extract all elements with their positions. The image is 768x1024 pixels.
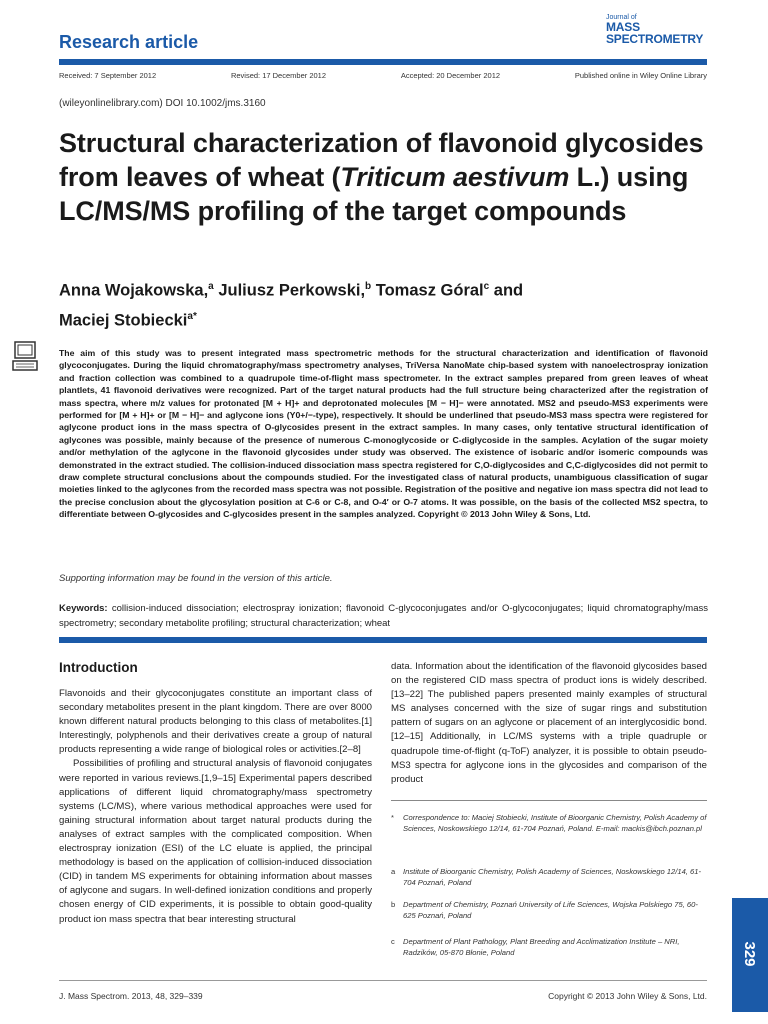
author-affiliation: a xyxy=(208,281,214,292)
published-online: Published online in Wiley Online Library xyxy=(574,71,707,80)
article-dates xyxy=(59,71,707,80)
footer-rule xyxy=(59,980,707,981)
affiliation-a-footnote xyxy=(391,866,707,888)
journal-logo-small: Journal of xyxy=(606,14,637,21)
right-column xyxy=(391,660,707,787)
footnote-rule xyxy=(391,800,707,801)
supporting-info-note: Supporting information may be found in the version of this article. xyxy=(59,573,333,584)
footnote-text: Correspondence to: Maciej Stobiecki, Institute of Bioorganic Chemistry, Polish Academy of Sciences, Noskowskiego 12/14, 61-704 Poznań, Poland. E-mail: mackis@ibch.poznan.pl xyxy=(403,813,707,833)
author-affiliation: a* xyxy=(187,310,197,322)
footnote-mark: b xyxy=(391,900,396,909)
intro-paragraph-3: data. Information about the identification of the flavonoid glycosides based on the registered CID mass spectra of product ions is widely described.[13–22] The published papers presented mainly examples of structural MS analyses concerned with the size of sugar rings and substitution pattern of sugars on an aglycone or placement of an interglycosidic bond.[12–15] Additionally, in LC/MS systems with a triple quadruple or quadrupole time-of-flight (q-ToF) analyzer, it is possible to obtain pseudo-MS3 spectra for aglycone ions in the glycosides and comparison of the product xyxy=(391,661,707,785)
footer-copyright: Copyright © 2013 John Wiley & Sons, Ltd. xyxy=(548,991,707,1001)
title-part-1: Structural characterization of flavonoid glycosides from leaves of wheat ( xyxy=(59,128,704,192)
page-number: 329 xyxy=(741,941,759,967)
author-affiliation: c xyxy=(483,281,490,292)
author-name: Maciej Stobiecki xyxy=(59,311,188,329)
author-name: Juliusz Perkowski, xyxy=(218,281,366,300)
journal-logo-line1: MASS xyxy=(606,20,640,34)
title-part-2: L.) using LC/MS/MS profiling of the target compounds xyxy=(59,162,689,226)
abstract-text: The aim of this study was to present integrated mass spectrometric methods for the structural characterization and identification of flavonoid glycoconjugates. During the liquid chromatography/mass spectrometry analyses, TriVersa NanoMate chip-based system with nanoelectrospray ionization and fraction collection was combined to a quadrupole time-of-flight mass spectrometer. In the extract samples prepared from green leaves of wheat plantlets, 41 flavonoid derivatives were recognized. Part of the target natural products had the full structure being characterized after the registration of mass spectra, where m/z values for protonated [M + H]+ and deprotonated molecules [M − H]− were annotated. MS2 and pseudo-MS3 experiments were performed for [M + H]+ or [M − H]− and aglycone ions (Y0+/−-type), respectively. It should be underlined that pseudo-MS3 mass spectra were registered for aglycone product ions in the mass spectra of O-glycosides present in the extract samples. In many cases, only tentative structural identification of aglycones was possible, mainly because of the presence of numerous C-monoglycoside or C-diglycoside in the samples. Acylation of the sugar moiety and/or methylation of the aglycone in the flavonoid glycosides under study was observed. The existence of isobaric and/or isomeric compounds was demonstrated in the extract studied. The collision-induced dissociation mass spectra registered for C,O-diglycosides and C,C-diglycosides did not permit to draw complete structural conclusions about the compounds studied. For the investigated class of natural products, unambiguous classification of sugar moieties linked to the aglycones from the recorded mass spectra was not possible. Registration of the positive and negative ion mass spectra did not lead to the precise conclusion about the glycosylation position at C-6 or C-8, and O-4′ or O-7 atoms. It was possible, on the basis of the collected MS2 spectra, to differentiate between O-glycosides and C-glycosides present in the samples analyzed. Copyright © 2013 John Wiley & Sons, Ltd. xyxy=(59,348,708,520)
author-name: Tomasz Góral xyxy=(375,281,484,300)
footnote-text: Department of Plant Pathology, Plant Breeding and Acclimatization Institute – NRI, Radzików, 05-870 Błonie, Poland xyxy=(403,937,680,957)
affiliation-c-footnote xyxy=(391,936,707,958)
header-rule xyxy=(59,59,707,65)
received-date: Received: 7 September 2012 xyxy=(59,71,157,80)
footnote-mark: a xyxy=(391,867,396,876)
footnote-mark: * xyxy=(391,813,394,822)
footnote-text: Institute of Bioorganic Chemistry, Polish Academy of Sciences, Noskowskiego 12/14, 61-704 Poznań, Poland xyxy=(403,867,701,887)
author-name: Anna Wojakowska, xyxy=(59,281,209,300)
correspondence-footnote xyxy=(391,812,707,834)
doi: (wileyonlinelibrary.com) DOI 10.1002/jms.3160 xyxy=(59,98,266,109)
author-list xyxy=(59,274,709,333)
footnote-mark: c xyxy=(391,937,395,946)
introduction-heading: Introduction xyxy=(59,660,138,675)
computer-icon xyxy=(12,340,38,374)
keywords xyxy=(59,601,708,631)
affiliation-b-footnote xyxy=(391,899,707,921)
intro-paragraph-1: Flavonoids and their glycoconjugates constitute an important class of secondary metabolites present in the plant kingdom. There are over 8000 known different natural products belonging to this class of metabolites.[1] Interestingly, polyphenols and their derivatives create a group of natural products representing a wide range of biological roles or activities.[2–8] xyxy=(59,688,372,756)
journal-logo xyxy=(606,14,716,45)
left-column xyxy=(59,687,372,927)
intro-paragraph-2: Possibilities of profiling and structural analysis of flavonoid conjugates were reported in various reviews.[1,9–15] Experimental papers described applications of different liquid chromatography/mass spectrometry systems (LC/MS), where various methodical approaches were used for gaining structural information about target natural products during the analyses of extract samples with the complicated composition. When electrospray ionization (ESI) of the LC eluate is applied, the principal methodology is based on the application of collision-induced dissociation (CID) in tandem MS experiments for obtaining information about masses of aglycone and sugars. In well-defined ionization conditions and properly chosen energy of CID experiments, it is possible to obtain good-quality product ion mass spectra that bear interesting structural xyxy=(59,758,372,925)
author-affiliation: b xyxy=(365,281,372,292)
journal-logo-line2: SPECTROMETRY xyxy=(606,32,704,46)
accepted-date: Accepted: 20 December 2012 xyxy=(400,71,501,80)
keywords-list: collision-induced dissociation; electrospray ionization; flavonoid C-glycoconjugates and/or O-glycoconjugates; liquid chromatography/mass spectrometry; secondary metabolite profiling; structural characterization; wheat xyxy=(59,603,708,629)
article-title xyxy=(59,126,709,228)
section-label: Research article xyxy=(59,32,199,52)
author-and: and xyxy=(493,281,524,300)
footnote-text: Department of Chemistry, Poznań University of Life Sciences, Wojska Polskiego 75, 60-625 Poznań, Poland xyxy=(403,900,698,920)
revised-date: Revised: 17 December 2012 xyxy=(230,71,327,80)
section-rule xyxy=(59,637,707,643)
title-italic-species: Triticum aestivum xyxy=(340,162,570,192)
footer-citation: J. Mass Spectrom. 2013, 48, 329–339 xyxy=(59,991,203,1001)
keywords-label: Keywords: xyxy=(59,603,108,614)
